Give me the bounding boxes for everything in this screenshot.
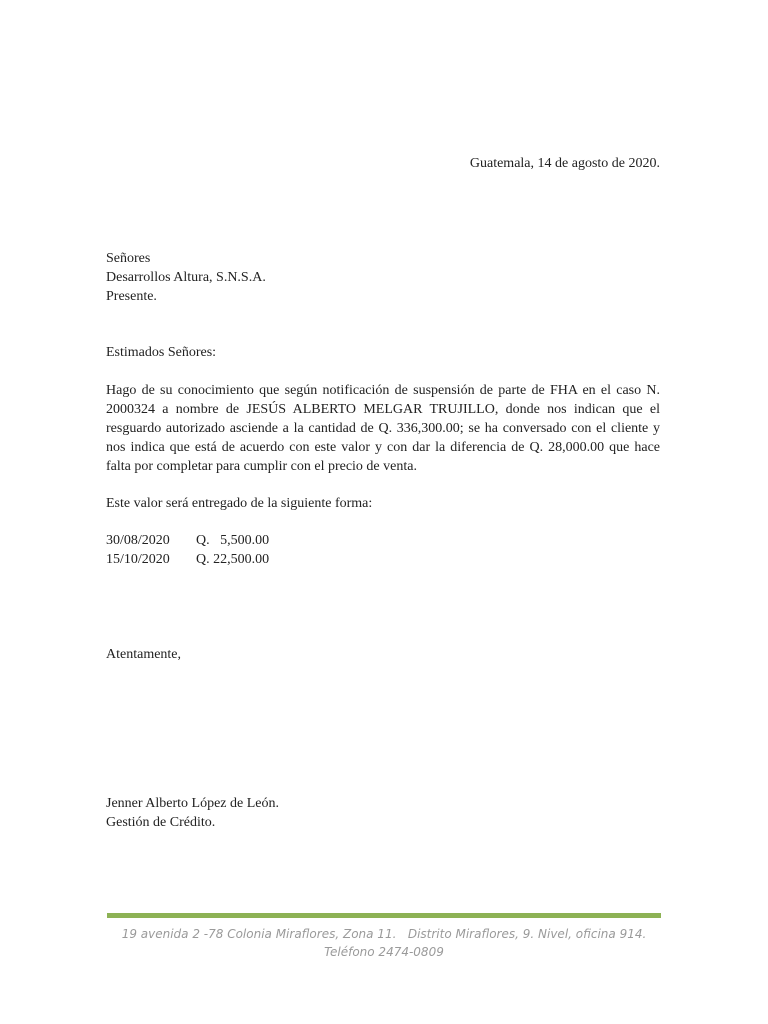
payments-intro: Este valor será entregado de la siguiente forma: — [106, 496, 373, 511]
footer — [0, 925, 768, 961]
payment-amount: Q. 22,500.00 — [196, 552, 270, 567]
signer-name: Jenner Alberto López de León. — [106, 796, 279, 811]
payment-date: 30/08/2020 — [106, 533, 170, 548]
footer-address: 19 avenida 2 -78 Colonia Miraflores, Zona 11. Distrito Miraflores, 9. Nivel, oficina 914. — [121, 927, 647, 941]
salutation: Estimados Señores: — [106, 345, 217, 360]
recipient-company: Desarrollos Altura, S.N.S.A. — [106, 270, 266, 285]
closing: Atentamente, — [106, 647, 182, 662]
signature-block — [106, 794, 279, 832]
recipient-presente: Presente. — [106, 289, 157, 304]
signer-title: Gestión de Crédito. — [106, 815, 216, 830]
date-line: Guatemala, 14 de agosto de 2020. — [469, 156, 660, 171]
footer-phone: Teléfono 2474-0809 — [324, 945, 444, 959]
payment-row — [106, 531, 269, 550]
payments-list — [106, 531, 269, 569]
payment-date: 15/10/2020 — [106, 552, 170, 567]
payment-amount: Q. 5,500.00 — [196, 533, 270, 548]
recipient-block — [106, 249, 266, 306]
body-paragraph: Hago de su conocimiento que según notificación de suspensión de parte de FHA en el caso N. 2000324 a nombre de JESÚS ALBERTO MELGAR TRUJILLO, donde nos indican que el resguardo autorizado asciende a la cantidad de Q. 336,300.00; se ha conversado con el cliente y nos indica que está de acuerdo con este valor y con dar la diferencia de Q. 28,000.00 que hace falta por completar para cumplir con el precio de venta. — [106, 383, 660, 474]
payment-row — [106, 550, 269, 569]
footer-divider — [107, 913, 661, 918]
recipient-salutation-title: Señores — [106, 251, 151, 266]
